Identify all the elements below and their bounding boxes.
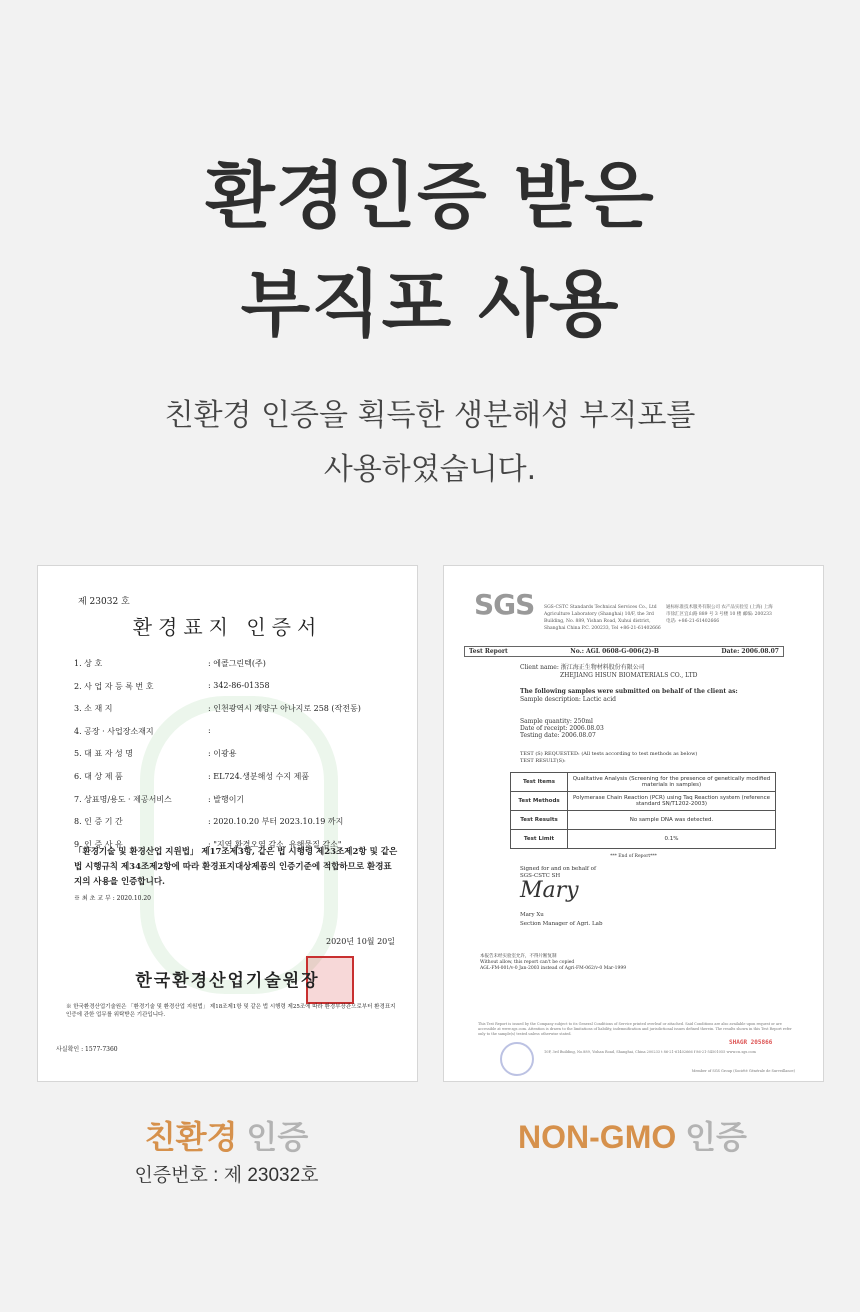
cert-issue-date: ※ 최 초 교 부 : 2020.10.20 [74, 895, 152, 902]
table-value: 0.1% [568, 830, 776, 849]
table-row [511, 830, 776, 849]
results-table [510, 772, 776, 849]
company-stamp [500, 1042, 534, 1076]
field-key: 5. 대 표 자 성 명 [74, 749, 133, 759]
caption-accent: 친환경 [144, 1119, 238, 1155]
field-key: 2. 사 업 자 등 록 번 호 [74, 681, 154, 691]
cert-issuer: 한국환경산업기술원장 [135, 971, 320, 991]
end-of-report: *** End of Report*** [610, 854, 657, 859]
cert-paragraph: 「환경기술 및 환경산업 지원법」 제17조제3항, 같은 법 시행령 제23조제2항 및 같은 법 시행규칙 제34조제2항에 따라 환경표지대상제품의 인증기준에 적합하므로 환경표지의 사용을 인증합니다. [74, 847, 398, 887]
submitted-text: The following samples were submitted on behalf of the client as: [520, 688, 738, 695]
cert-date: 2020년 10월 20일 [326, 937, 395, 946]
cert-fields [74, 658, 404, 861]
field-value: : 2020.10.20 부터 2023.10.19 까지 [208, 817, 344, 827]
tests-requested-line: TEST (S) REQUESTED: (All tests according to test methods as below) [520, 751, 698, 757]
cert-field-row [74, 658, 404, 681]
client-name-en: ZHEJIANG HISUN BIOMATERIALS CO., LTD [560, 672, 698, 679]
eco-cert-caption [37, 1112, 416, 1158]
table-row [511, 811, 776, 830]
form-note: AGL-FM-001/v-0 Jan-2003 instead of Agri-FM-062/v-0 Mar-1999 [480, 966, 627, 971]
field-value: : 에콜그린텍(주) [208, 659, 266, 668]
cert-note: ※ 한국환경산업기술원은 「환경기술 및 환경산업 지원법」 제18조제1항 및 같은 법 시행령 제25조에 따라 환경부장관으로부터 환경표지 인증에 관한 업무를 위탁받은 기관입니다. [66, 1004, 396, 1018]
sample-row: Date of receipt: 2006.08.03 [520, 725, 604, 732]
cert-field-row [74, 703, 404, 726]
copy-note-cn: 本报告未经实验室允许，不得片断复制 [480, 954, 557, 959]
field-key: 4. 공장 · 사업장소재지 [74, 726, 154, 736]
tests-requested [520, 751, 697, 765]
field-value: : 인천광역시 계양구 아나지로 258 (작전동) [208, 704, 361, 714]
table-key: Test Items [511, 773, 568, 792]
table-key: Test Results [511, 811, 568, 830]
signed-line: Signed for and on behalf of [520, 866, 597, 872]
submitted-block [520, 688, 738, 704]
cert-field-row [74, 726, 404, 749]
test-results-line: TEST RESULT(S): [520, 758, 566, 764]
field-value: : 342-86-01358 [208, 680, 270, 690]
signer-title: Section Manager of Agri. Lab [520, 921, 603, 927]
cert-field-row [74, 681, 404, 704]
sample-description: Sample description: Lactic acid [520, 696, 617, 703]
non-gmo-report-image [443, 565, 824, 1082]
signed-org: SGS-CSTC SH [520, 873, 561, 879]
field-value: : [208, 725, 211, 735]
cert-number: 제 23032 호 [78, 597, 130, 607]
serial-number: SHAGR 205866 [729, 1039, 773, 1046]
client-label: Client name: [520, 664, 559, 671]
headline-line-2: 부직포 사용 [240, 262, 620, 346]
table-row [511, 773, 776, 792]
field-key: 9. 인 증 사 유 [74, 839, 123, 849]
field-key: 8. 인 증 기 간 [74, 817, 123, 827]
subtext-line-2: 사용하였습니다. [323, 452, 537, 487]
table-key: Test Limit [511, 830, 568, 849]
copy-note-en: Without allow, this report can't be copied [480, 960, 575, 965]
eco-certificate-image [37, 565, 418, 1082]
footer-address: 10F, 3rd Building, No.889, Yishan Road, Shanghai, China 200233 t 86-21-61402666 f 86-21-54501055 www.cn.sgs.com [544, 1050, 756, 1054]
table-value: Qualitative Analysis (Screening for the presence of genetically modified materials in samples) [568, 773, 776, 792]
table-value: No sample DNA was detected. [568, 811, 776, 830]
cert-field-row [74, 794, 404, 817]
lab-address: SGS-CSTC Standards Technical Services Co., Ltd Agriculture Laboratory (Shanghai) 10/F, the 3rd Building, No. 889, Yishan Road, Xuhui district, Shanghai China P.C. 200233, Tel +86-21-61402666 [544, 605, 661, 631]
field-key: 1. 상 호 [74, 659, 103, 668]
sample-row: Sample quantity: 250ml [520, 718, 593, 725]
table-row [511, 792, 776, 811]
report-number: No.: AGL 0608-G-006(2)-B [570, 648, 659, 655]
report-date: Date: 2006.08.07 [721, 648, 779, 655]
field-value: : 발행이기 [208, 794, 245, 804]
field-key: 7. 상표명/용도 · 제공서비스 [74, 794, 172, 804]
report-label: Test Report [469, 648, 508, 655]
copy-note [480, 954, 626, 972]
field-value: : 이광용 [208, 749, 237, 759]
table-key: Test Methods [511, 792, 568, 811]
field-key: 3. 소 재 지 [74, 704, 113, 714]
cert-field-row [74, 771, 404, 794]
field-value: : "지역 환경오염 감소, 유해물질 감소" [208, 839, 342, 849]
cert-field-row [74, 748, 404, 771]
sample-row: Testing date: 2006.08.07 [520, 732, 596, 739]
field-value: : EL724.생분해성 수지 제품 [208, 771, 310, 781]
subtext-line-1: 친환경 인증을 획득한 생분해성 부직포를 [164, 398, 696, 433]
cert-number-caption: 인증번호 : 제 23032호 [134, 1165, 319, 1186]
caption-rest: 인증 [237, 1119, 309, 1155]
client-block [520, 664, 697, 680]
headline-line-1: 환경인증 받은 [205, 154, 655, 238]
caption-rest: 인증 [676, 1119, 747, 1155]
sgs-logo: SGS [474, 588, 535, 621]
report-header-bar [464, 646, 784, 657]
client-name-cn: 浙江海正生物材料股份有限公司 [560, 664, 645, 671]
cert-title: 환경표지 인증서 [132, 615, 323, 639]
member-line: Member of SGS Group (Société Générale de Surveillance) [691, 1069, 795, 1073]
fine-print: This Test Report is issued by the Company subject to its General Conditions of Service printed overleaf or attached. Said Conditions are also available upon request or are accessible at www.sgs.com. Attention is drawn to the limitations of liability, indemnification and jurisdictional issues defined therein. The results shown in this Test Report refer only to the sample(s) tested unless otherwise stated. [478, 1022, 792, 1036]
non-gmo-caption [443, 1112, 822, 1158]
lab-address-cn: 通标标准技术服务有限公司 农产品实验室 (上海) 上海市徐汇区宜山路 889 号 3 号楼 10 楼 邮编: 200233 电话: +86-21-61402666 [666, 605, 773, 624]
signature: Mary [520, 878, 579, 903]
field-key: 6. 대 상 제 품 [74, 771, 123, 781]
table-value: Polymerase Chain Reaction (PCR) using Taq Reaction system (reference standard SN/T1202-2003) [568, 792, 776, 811]
cert-contact: 사실확인 : 1577-7360 [56, 1046, 118, 1053]
signer-name: Mary Xu [520, 912, 544, 918]
sample-info [520, 718, 604, 739]
signer-block [520, 911, 602, 929]
cert-field-row [74, 816, 404, 839]
caption-accent: NON-GMO [518, 1119, 677, 1155]
